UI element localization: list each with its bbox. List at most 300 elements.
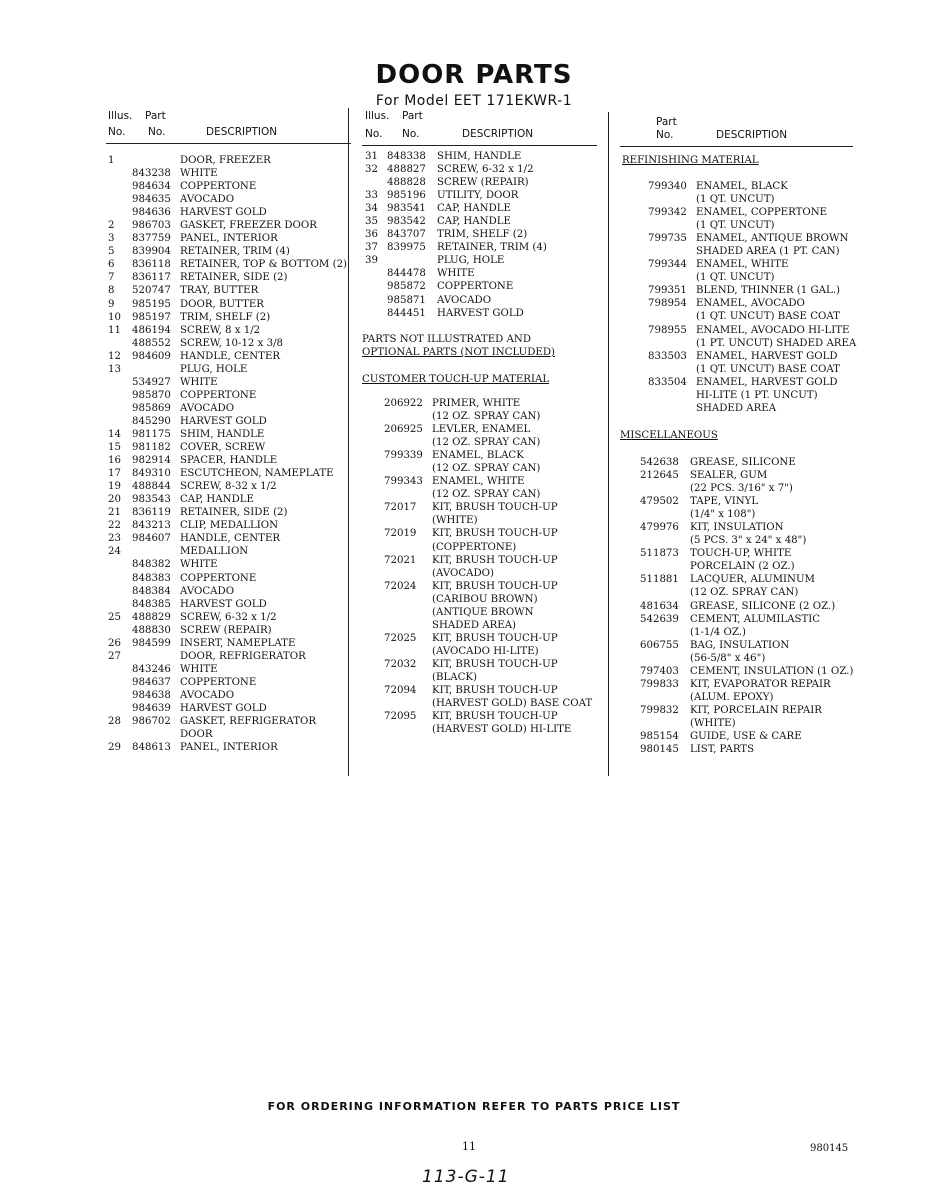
illus-number: 5 [108, 246, 115, 258]
part-description: GREASE, SILICONE (2 OZ.) [690, 600, 836, 612]
part-description: ENAMEL, BLACK [432, 450, 524, 462]
column-divider-1 [348, 108, 349, 776]
part-description: SCREW, 10-12 x 3/8 [180, 337, 284, 349]
part-number: 488827 [387, 164, 426, 176]
part-description: RETAINER, SIDE (2) [180, 507, 288, 519]
illus-number: 35 [365, 216, 378, 228]
parts-row [640, 469, 870, 482]
illus-number: 20 [108, 494, 121, 506]
part-description: KIT, BRUSH TOUCH-UP [432, 632, 558, 644]
part-description: COPPERTONE [180, 676, 257, 688]
part-number: 839904 [132, 246, 171, 258]
part-number: 985196 [387, 190, 426, 202]
col3-section-refinishing: REFINISHING MATERIAL [622, 155, 759, 166]
illus-number: 33 [365, 190, 378, 202]
part-number: 511873 [640, 548, 679, 560]
part-number: 980145 [640, 744, 679, 756]
part-description: ENAMEL, WHITE [432, 476, 525, 488]
col2-touchup-list [372, 397, 607, 736]
parts-row [640, 534, 870, 547]
parts-row [640, 743, 870, 756]
part-description: GASKET, REFRIGERATOR [180, 716, 317, 728]
part-description: TOUCH-UP, WHITE [690, 548, 792, 560]
part-description: CAP, HANDLE [437, 203, 511, 215]
part-number: 984638 [132, 689, 171, 701]
parts-row [108, 454, 348, 467]
part-number: 985871 [387, 294, 426, 306]
illus-number: 25 [108, 611, 121, 623]
illus-number: 9 [108, 298, 115, 310]
part-description: CEMENT, ALUMILASTIC [690, 613, 821, 625]
part-description: (1 QT. UNCUT) [696, 220, 775, 232]
part-description: INSERT, NAMEPLATE [180, 637, 296, 649]
part-description: (12 OZ. SPRAY CAN) [432, 411, 541, 423]
part-number: 984637 [132, 676, 171, 688]
part-description: (1 QT. UNCUT) [696, 272, 775, 284]
parts-row [640, 586, 870, 599]
part-description: SCREW, 8 x 1/2 [180, 324, 261, 336]
part-number: 985154 [640, 730, 679, 742]
part-number: 985195 [132, 298, 171, 310]
parts-row [108, 298, 348, 311]
part-description: WHITE [180, 168, 218, 180]
handwritten-note: 113-G-11 [422, 1167, 510, 1187]
part-description: PANEL, INTERIOR [180, 742, 278, 754]
part-number: 983543 [132, 494, 171, 506]
part-description: GASKET, FREEZER DOOR [180, 220, 317, 232]
parts-row [108, 558, 348, 571]
part-description: HANDLE, CENTER [180, 350, 281, 362]
parts-row [640, 613, 870, 626]
part-number: 72021 [384, 554, 417, 566]
part-description: KIT, BRUSH TOUCH-UP [432, 528, 558, 540]
part-description: BAG, INSULATION [690, 639, 790, 651]
parts-row [640, 376, 870, 389]
part-number: 212645 [640, 470, 679, 482]
part-number: 843707 [387, 229, 426, 241]
parts-row [372, 501, 607, 514]
part-description: CEMENT, INSULATION (1 OZ.) [690, 665, 854, 677]
illus-number: 16 [108, 455, 121, 467]
col1-header-rule [106, 143, 351, 144]
page-title: DOOR PARTS [375, 60, 573, 90]
parts-row [365, 280, 605, 293]
parts-row [108, 363, 348, 376]
part-number: 986703 [132, 220, 171, 232]
parts-row [108, 245, 348, 258]
part-description: ENAMEL, BLACK [696, 181, 788, 192]
part-number: 983541 [387, 203, 426, 215]
parts-row [108, 532, 348, 545]
part-number: 983542 [387, 216, 426, 228]
part-number: 799342 [648, 207, 687, 219]
part-number: 984636 [132, 207, 171, 219]
illus-number: 8 [108, 285, 115, 297]
part-number: 844451 [387, 307, 426, 319]
page-number: 11 [462, 1140, 476, 1153]
illus-number: 3 [108, 233, 115, 245]
part-description: KIT, BRUSH TOUCH-UP [432, 580, 558, 592]
illus-number: 7 [108, 272, 115, 284]
part-number: 984635 [132, 194, 171, 206]
part-description: (1/4" x 108") [690, 509, 756, 521]
part-description: LEVLER, ENAMEL [432, 424, 531, 436]
part-description: SCREW (REPAIR) [180, 624, 272, 636]
parts-row [640, 600, 870, 613]
parts-row [372, 580, 607, 593]
col1-part-label: Part [145, 110, 166, 122]
parts-row [365, 241, 605, 254]
col1-description-label: DESCRIPTION [206, 126, 278, 138]
part-number: 981182 [132, 442, 171, 454]
part-number: 488828 [387, 177, 426, 189]
parts-row [108, 324, 348, 337]
parts-row [108, 206, 348, 219]
part-description: (1 QT. UNCUT) BASE COAT [696, 363, 840, 375]
part-description: DOOR, BUTTER [180, 298, 264, 310]
illus-number: 31 [365, 151, 378, 162]
col2-header-rule [362, 145, 597, 146]
parts-row [108, 637, 348, 650]
part-description: RETAINER, TRIM (4) [437, 242, 547, 254]
part-number: 520747 [132, 285, 171, 297]
part-number: 836117 [132, 272, 171, 284]
part-number: 981175 [132, 428, 171, 440]
parts-row [365, 202, 605, 215]
parts-row [365, 294, 605, 307]
part-description: SCREW, 8-32 x 1/2 [180, 481, 277, 493]
part-number: 72017 [384, 502, 417, 514]
part-number: 843246 [132, 663, 171, 675]
parts-row [372, 710, 607, 723]
parts-row [640, 639, 870, 652]
part-number: 984634 [132, 181, 171, 193]
illus-number: 2 [108, 220, 115, 232]
illus-number: 28 [108, 716, 121, 728]
part-number: 845290 [132, 415, 171, 427]
parts-row [640, 730, 870, 743]
part-description: (WHITE) [690, 717, 736, 729]
part-description: WHITE [180, 376, 218, 388]
illus-number: 10 [108, 311, 121, 323]
illus-number: 26 [108, 637, 121, 649]
parts-row [108, 624, 348, 637]
part-description: AVOCADO [180, 402, 235, 414]
illus-number: 14 [108, 428, 121, 440]
part-number: 986702 [132, 716, 171, 728]
part-number: 833504 [648, 376, 687, 388]
part-description: (12 OZ. SPRAY CAN) [432, 463, 541, 475]
part-description: COVER, SCREW [180, 442, 266, 454]
parts-row [640, 573, 870, 586]
illus-number: 23 [108, 533, 121, 545]
part-description: WHITE [180, 663, 218, 675]
part-description: (12 OZ. SPRAY CAN) [432, 489, 541, 501]
part-description: KIT, BRUSH TOUCH-UP [432, 502, 558, 514]
part-description: RETAINER, SIDE (2) [180, 272, 288, 284]
part-description: KIT, PORCELAIN REPAIR [690, 704, 822, 716]
parts-row [640, 180, 870, 193]
part-description: DOOR, FREEZER [180, 155, 271, 166]
col3-misc-list [640, 456, 870, 756]
part-description: SHIM, HANDLE [437, 151, 522, 162]
parts-row [108, 441, 348, 454]
part-number: 542638 [640, 457, 679, 468]
parts-row [640, 350, 870, 363]
parts-row [108, 689, 348, 702]
parts-row [640, 337, 870, 350]
part-number: 843238 [132, 168, 171, 180]
part-number: 534927 [132, 376, 171, 388]
part-description: (22 PCS. 3/16" x 7") [690, 483, 793, 495]
parts-row [372, 449, 607, 462]
parts-row [640, 717, 870, 730]
illus-number: 6 [108, 259, 115, 271]
part-number: 206925 [384, 424, 423, 436]
part-description: ESCUTCHEON, NAMEPLATE [180, 468, 334, 480]
part-description: (12 OZ. SPRAY CAN) [690, 587, 799, 599]
parts-row [640, 521, 870, 534]
parts-row [365, 189, 605, 202]
parts-row [640, 678, 870, 691]
illus-number: 13 [108, 363, 121, 375]
part-description: TRAY, BUTTER [180, 285, 259, 297]
part-number: 839975 [387, 242, 426, 254]
parts-row [640, 560, 870, 573]
parts-row [640, 665, 870, 678]
part-description: RETAINER, TRIM (4) [180, 246, 290, 258]
parts-row [640, 206, 870, 219]
col3-no-label: No. [656, 129, 674, 141]
part-description: SEALER, GUM [690, 470, 768, 482]
part-number: 486194 [132, 324, 171, 336]
part-number: 984639 [132, 702, 171, 714]
part-description: SCREW (REPAIR) [437, 177, 529, 189]
part-number: 848385 [132, 598, 171, 610]
part-description: KIT, BRUSH TOUCH-UP [432, 711, 558, 723]
part-number: 72025 [384, 632, 417, 644]
part-number: 488552 [132, 337, 171, 349]
part-number: 479976 [640, 522, 679, 534]
illus-number: 39 [365, 255, 378, 267]
parts-row [108, 480, 348, 493]
part-description: (12 OZ. SPRAY CAN) [432, 437, 541, 449]
part-number: 799833 [640, 678, 679, 690]
part-description: COPPERTONE [437, 281, 514, 293]
parts-row [640, 271, 870, 284]
part-number: 799344 [648, 259, 687, 271]
part-number: 479502 [640, 496, 679, 508]
col2-no2-label: No. [402, 128, 420, 140]
part-description: HARVEST GOLD [180, 415, 267, 427]
parts-row [640, 193, 870, 206]
parts-row [372, 658, 607, 671]
parts-row [372, 462, 607, 475]
part-description: PLUG, HOLE [180, 363, 248, 375]
part-description: HARVEST GOLD [180, 598, 267, 610]
part-number: 488844 [132, 481, 171, 493]
part-description: (5 PCS. 3" x 24" x 48") [690, 535, 807, 547]
parts-row [372, 423, 607, 436]
part-description: KIT, BRUSH TOUCH-UP [432, 658, 558, 670]
parts-row [372, 593, 607, 606]
parts-row [640, 482, 870, 495]
part-description: SHIM, HANDLE [180, 428, 265, 440]
part-description: (HARVEST GOLD) HI-LITE [432, 724, 572, 736]
part-number: 72019 [384, 528, 417, 540]
section-heading-line: PARTS NOT ILLUSTRATED AND [362, 334, 531, 345]
col3-part-label: Part [656, 116, 677, 128]
parts-row [108, 715, 348, 728]
part-number: 848384 [132, 585, 171, 597]
parts-row [108, 741, 348, 754]
col2-list [365, 150, 605, 320]
illus-number: 37 [365, 242, 378, 254]
parts-row [365, 228, 605, 241]
illus-number: 12 [108, 350, 121, 362]
parts-row [640, 219, 870, 232]
part-description: SCREW, 6-32 x 1/2 [180, 611, 277, 623]
document-number: 980145 [810, 1143, 849, 1154]
parts-row [640, 495, 870, 508]
part-number: 606755 [640, 639, 679, 651]
part-description: BLEND, THINNER (1 GAL.) [696, 285, 840, 297]
parts-row [365, 176, 605, 189]
part-description: (1-1/4 OZ.) [690, 626, 746, 638]
part-number: 799735 [648, 233, 687, 245]
part-description: HARVEST GOLD [180, 702, 267, 714]
parts-row [372, 554, 607, 567]
part-number: 984609 [132, 350, 171, 362]
parts-row [108, 232, 348, 245]
part-number: 799832 [640, 704, 679, 716]
part-number: 849310 [132, 468, 171, 480]
parts-row [640, 297, 870, 310]
part-description: LIST, PARTS [690, 744, 755, 756]
parts-row [108, 663, 348, 676]
col2-section-not-illustrated [362, 333, 602, 359]
part-description: (ANTIQUE BROWN [432, 606, 534, 618]
part-number: 206922 [384, 398, 423, 409]
part-number: 542639 [640, 613, 679, 625]
illus-number: 15 [108, 442, 121, 454]
part-description: ENAMEL, AVOCADO HI-LITE [696, 324, 850, 336]
part-description: (HARVEST GOLD) BASE COAT [432, 698, 593, 710]
part-description: (56-5/8" x 46") [690, 652, 766, 664]
part-number: 984599 [132, 637, 171, 649]
parts-row [372, 697, 607, 710]
col2-no1-label: No. [365, 128, 383, 140]
parts-row [640, 691, 870, 704]
illus-number: 36 [365, 229, 378, 241]
part-number: 848382 [132, 559, 171, 571]
parts-row [640, 310, 870, 323]
col3-header-rule [620, 146, 853, 147]
part-description: KIT, INSULATION [690, 522, 784, 534]
part-number: 799339 [384, 450, 423, 462]
part-number: 488829 [132, 611, 171, 623]
ordering-footer: FOR ORDERING INFORMATION REFER TO PARTS PRICE LIST [267, 1100, 681, 1113]
parts-row [108, 180, 348, 193]
parts-row [108, 728, 348, 741]
part-description: HI-LITE (1 PT. UNCUT) [696, 389, 818, 401]
parts-row [108, 337, 348, 350]
part-number: 798954 [648, 298, 687, 310]
part-description: MEDALLION [180, 546, 249, 558]
part-number: 837759 [132, 233, 171, 245]
part-description: (1 QT. UNCUT) [696, 194, 775, 206]
illus-number: 29 [108, 742, 121, 754]
parts-row [640, 363, 870, 376]
parts-row [108, 572, 348, 585]
parts-row [372, 684, 607, 697]
parts-row [372, 619, 607, 632]
part-description: TRIM, SHELF (2) [437, 229, 528, 241]
part-number: 985869 [132, 402, 171, 414]
parts-row [108, 389, 348, 402]
part-description: (AVOCADO HI-LITE) [432, 645, 539, 657]
parts-row [108, 154, 348, 167]
part-description: (WHITE) [432, 515, 478, 527]
col1-no1-label: No. [108, 126, 126, 138]
part-description: PANEL, INTERIOR [180, 233, 278, 245]
part-description: HANDLE, CENTER [180, 533, 281, 545]
parts-row [372, 397, 607, 410]
part-number: 799351 [648, 285, 687, 297]
parts-row [640, 284, 870, 297]
section-heading-line: OPTIONAL PARTS (NOT INCLUDED) [362, 347, 555, 359]
part-number: 984607 [132, 533, 171, 545]
illus-number: 27 [108, 650, 121, 662]
part-description: SHADED AREA) [432, 619, 517, 631]
parts-row [108, 350, 348, 363]
part-number: 511881 [640, 574, 679, 586]
part-number: 833503 [648, 350, 687, 362]
part-description: ENAMEL, HARVEST GOLD [696, 376, 838, 388]
part-number: 799343 [384, 476, 423, 488]
part-description: ENAMEL, HARVEST GOLD [696, 350, 838, 362]
parts-row [372, 410, 607, 423]
parts-row [365, 163, 605, 176]
illus-number: 24 [108, 546, 121, 558]
illus-number: 34 [365, 203, 378, 215]
parts-row [108, 611, 348, 624]
parts-row [640, 547, 870, 560]
illus-number: 17 [108, 468, 121, 480]
part-description: ENAMEL, WHITE [696, 259, 789, 271]
parts-row [108, 311, 348, 324]
part-number: 72095 [384, 711, 417, 723]
part-number: 836118 [132, 259, 171, 271]
parts-row [108, 676, 348, 689]
part-description: HARVEST GOLD [437, 307, 524, 319]
parts-row [372, 488, 607, 501]
part-description: COPPERTONE [180, 181, 257, 193]
part-number: 797403 [640, 665, 679, 677]
part-description: DOOR, REFRIGERATOR [180, 650, 306, 662]
part-description: GUIDE, USE & CARE [690, 730, 802, 742]
part-description: RETAINER, TOP & BOTTOM (2) [180, 259, 348, 271]
part-description: PLUG, HOLE [437, 255, 505, 267]
part-description: KIT, EVAPORATOR REPAIR [690, 678, 831, 690]
part-description: ENAMEL, AVOCADO [696, 298, 805, 310]
parts-row [372, 723, 607, 736]
part-description: WHITE [437, 268, 475, 280]
part-number: 72094 [384, 685, 417, 697]
part-description: (ALUM. EPOXY) [690, 691, 774, 703]
part-description: (COPPERTONE) [432, 541, 517, 553]
part-description: LACQUER, ALUMINUM [690, 574, 815, 586]
